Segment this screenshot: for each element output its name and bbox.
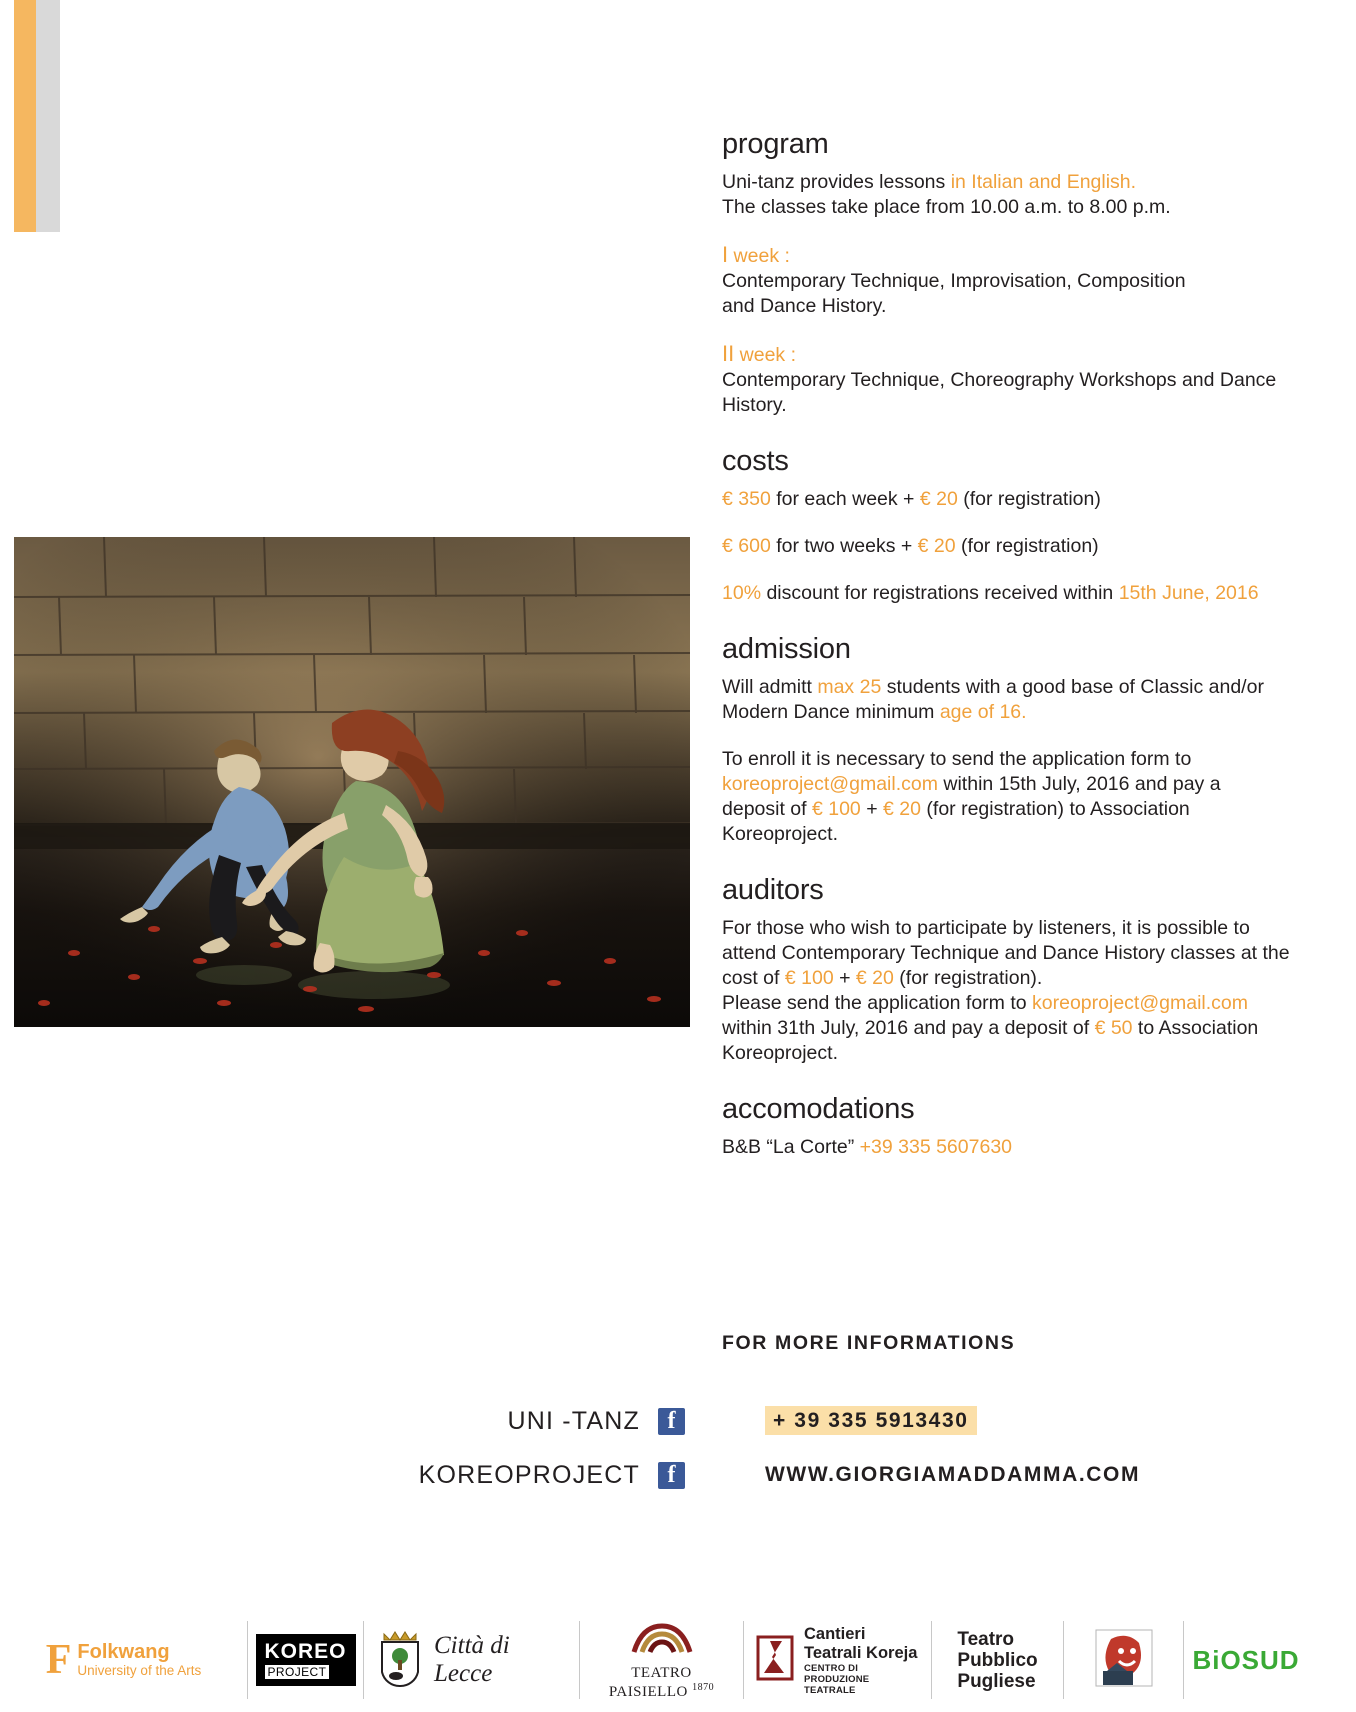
auditors-line-5b: to Association — [1132, 1017, 1259, 1039]
admission-l1b: students with a good base of Classic and/or — [881, 676, 1264, 698]
week-1-label: week : — [728, 245, 790, 267]
koreo-word: KOREO — [264, 1640, 347, 1663]
week-2-heading — [722, 341, 1326, 368]
contact-row-koreoproject — [400, 1452, 1330, 1498]
costs-row-2 — [722, 534, 1326, 559]
admission-paragraph-2 — [722, 747, 1326, 847]
enroll-line-1: To enroll it is necessary to send the application form to — [722, 748, 1192, 770]
week-2-line1: Contemporary Technique, Choreography Workshops and Dance — [722, 369, 1277, 391]
admission-paragraph-1 — [722, 675, 1326, 725]
costs-row-1-fee: € 20 — [919, 488, 958, 510]
contact-row-unitanz — [400, 1398, 1330, 1444]
tpp-p1: P — [957, 1649, 971, 1671]
tpp-line-3 — [957, 1671, 1037, 1692]
lecce-crest-icon — [374, 1628, 426, 1693]
auditors-cost-1: € 100 — [784, 967, 834, 989]
week-2-roman: II — [722, 341, 735, 366]
costs-row-2-mid: for two weeks + — [770, 535, 918, 557]
costs-row-2-tail: (for registration) — [955, 535, 1099, 557]
paisiello-mark-icon — [630, 1643, 694, 1660]
koreja-mark-icon — [754, 1633, 796, 1688]
auditors-line-3b: (for registration). — [893, 967, 1043, 989]
biosud-name: BiOSUD — [1192, 1644, 1300, 1675]
contact-label-unitanz: UNI -TANZ — [507, 1406, 640, 1435]
costs-row-1 — [722, 487, 1326, 512]
project-word: PROJECT — [265, 1665, 330, 1679]
sponsor-teatro-pubblico-pugliese — [932, 1621, 1064, 1699]
facebook-icon[interactable]: f — [658, 1462, 685, 1489]
tpp-ubblico: ubblico — [970, 1649, 1038, 1671]
sponsor-koreo-project — [248, 1621, 364, 1699]
auditors-line-5a: within 31th July, 2016 and pay a deposit of — [722, 1017, 1095, 1039]
admission-heading: admission — [722, 633, 851, 665]
more-info-heading: FOR MORE INFORMATIONS — [722, 1332, 1016, 1354]
enroll-registration-fee: € 20 — [883, 798, 921, 820]
tpp-t: T — [957, 1628, 968, 1650]
program-intro-accent: in Italian and English. — [950, 171, 1137, 193]
contact-phone[interactable]: + 39 335 5913430 — [765, 1406, 977, 1435]
accomodations-paragraph — [722, 1135, 1326, 1160]
admission-max-students: max 25 — [817, 676, 882, 698]
koreja-subtitle: CENTRO DI PRODUZIONE TEATRALE — [804, 1662, 870, 1696]
sponsor-bar — [0, 1608, 1356, 1712]
folkwang-f-icon: F — [45, 1637, 68, 1683]
contact-rows — [400, 1398, 1330, 1506]
contact-website[interactable]: WWW.GIORGIAMADDAMMA.COM — [765, 1463, 1141, 1486]
enroll-line-2: within 15th July, 2016 and pay a — [937, 773, 1221, 795]
auditors-line-4a: Please send the application form to — [722, 992, 1033, 1014]
enroll-line-4: Koreoproject. — [722, 823, 838, 845]
sponsor-folkwang — [0, 1621, 248, 1699]
folkwang-subtitle: University of the Arts — [77, 1662, 202, 1678]
theatre-mask-icon — [1093, 1627, 1155, 1694]
week-1-line1: Contemporary Technique, Improvisation, Composition — [722, 270, 1186, 292]
sponsor-mask-logo — [1064, 1621, 1184, 1699]
discount-text: discount for registrations received within — [761, 582, 1119, 604]
auditors-paragraph — [722, 916, 1326, 1066]
week-1-roman: I — [722, 242, 729, 267]
folkwang-name: Folkwang — [77, 1640, 170, 1663]
costs-row-2-price: € 600 — [722, 535, 771, 557]
paisiello-year: 1870 — [692, 1681, 715, 1693]
contact-label-koreoproject: KOREOPROJECT — [418, 1460, 640, 1489]
tpp-ugliese: ugliese — [970, 1670, 1036, 1692]
admission-l1a: Will admitt — [722, 676, 818, 698]
sponsor-cantieri-teatrali-koreja — [744, 1621, 932, 1699]
auditors-line-1: For those who wish to participate by listeners, it is possible to — [722, 917, 1250, 939]
costs-heading: costs — [722, 445, 789, 477]
week-1-heading — [722, 242, 1326, 269]
discount-percent: 10% — [722, 582, 762, 604]
enroll-line-3b: (for registration) to Association — [920, 798, 1190, 820]
costs-row-1-price: € 350 — [722, 488, 771, 510]
program-heading: program — [722, 128, 829, 160]
decorative-bar-grey — [36, 0, 60, 232]
decorative-bar-orange — [14, 0, 36, 232]
auditors-cost-2: € 20 — [855, 967, 894, 989]
sponsor-biosud — [1184, 1621, 1308, 1699]
accomodations-text: B&B “La Corte” — [722, 1136, 860, 1158]
lecce-name: Città di Lecce — [434, 1632, 510, 1687]
enroll-email[interactable]: koreoproject@gmail.com — [722, 773, 938, 795]
costs-row-1-mid: for each week + — [770, 488, 920, 510]
auditors-line-2: attend Contemporary Technique and Dance History classes at the — [722, 942, 1290, 964]
auditors-line-6: Koreoproject. — [722, 1042, 838, 1064]
costs-row-1-tail: (for registration) — [957, 488, 1101, 510]
tpp-line-1 — [957, 1629, 1037, 1650]
auditors-line-3a: cost of — [722, 967, 785, 989]
enroll-line-3a: deposit of — [722, 798, 812, 820]
week-2-content — [722, 368, 1326, 418]
costs-row-2-fee: € 20 — [917, 535, 956, 557]
sponsor-citta-di-lecce — [364, 1621, 580, 1699]
auditors-deposit: € 50 — [1094, 1017, 1133, 1039]
accomodations-heading: accomodations — [722, 1093, 915, 1125]
facebook-icon[interactable]: f — [658, 1408, 685, 1435]
program-intro — [722, 170, 1326, 220]
tpp-line-2 — [957, 1650, 1037, 1671]
enroll-plus: + — [860, 798, 884, 820]
dance-performance-photo — [14, 537, 690, 1027]
paisiello-name — [590, 1665, 733, 1701]
sponsor-teatro-paisiello — [580, 1621, 744, 1699]
auditors-email[interactable]: koreoproject@gmail.com — [1032, 992, 1248, 1014]
admission-min-age: age of 16. — [939, 701, 1027, 723]
week-2-label: week : — [734, 344, 797, 366]
contact-phone-wrap — [765, 1409, 977, 1433]
week-2-line2: History. — [722, 394, 787, 416]
costs-row-3-discount — [722, 581, 1326, 606]
koreja-name: Cantieri Teatrali Koreja — [804, 1624, 918, 1662]
paisiello-text: TEATRO PAISIELLO — [608, 1664, 692, 1700]
enroll-deposit: € 100 — [811, 798, 861, 820]
week-1-line2: and Dance History. — [722, 295, 887, 317]
program-intro-text: Uni-tanz provides lessons — [722, 171, 951, 193]
auditors-plus: + — [833, 967, 856, 989]
info-column — [722, 128, 1326, 1160]
admission-l2a: Modern Dance minimum — [722, 701, 940, 723]
auditors-heading: auditors — [722, 874, 824, 906]
discount-deadline: 15th June, 2016 — [1118, 582, 1259, 604]
program-intro-line2: The classes take place from 10.00 a.m. to 8.00 p.m. — [722, 196, 1171, 218]
week-1-content — [722, 269, 1326, 319]
tpp-p2: P — [957, 1670, 971, 1692]
tpp-eatro: eatro — [967, 1628, 1015, 1650]
accomodations-phone[interactable]: +39 335 5607630 — [859, 1136, 1013, 1158]
